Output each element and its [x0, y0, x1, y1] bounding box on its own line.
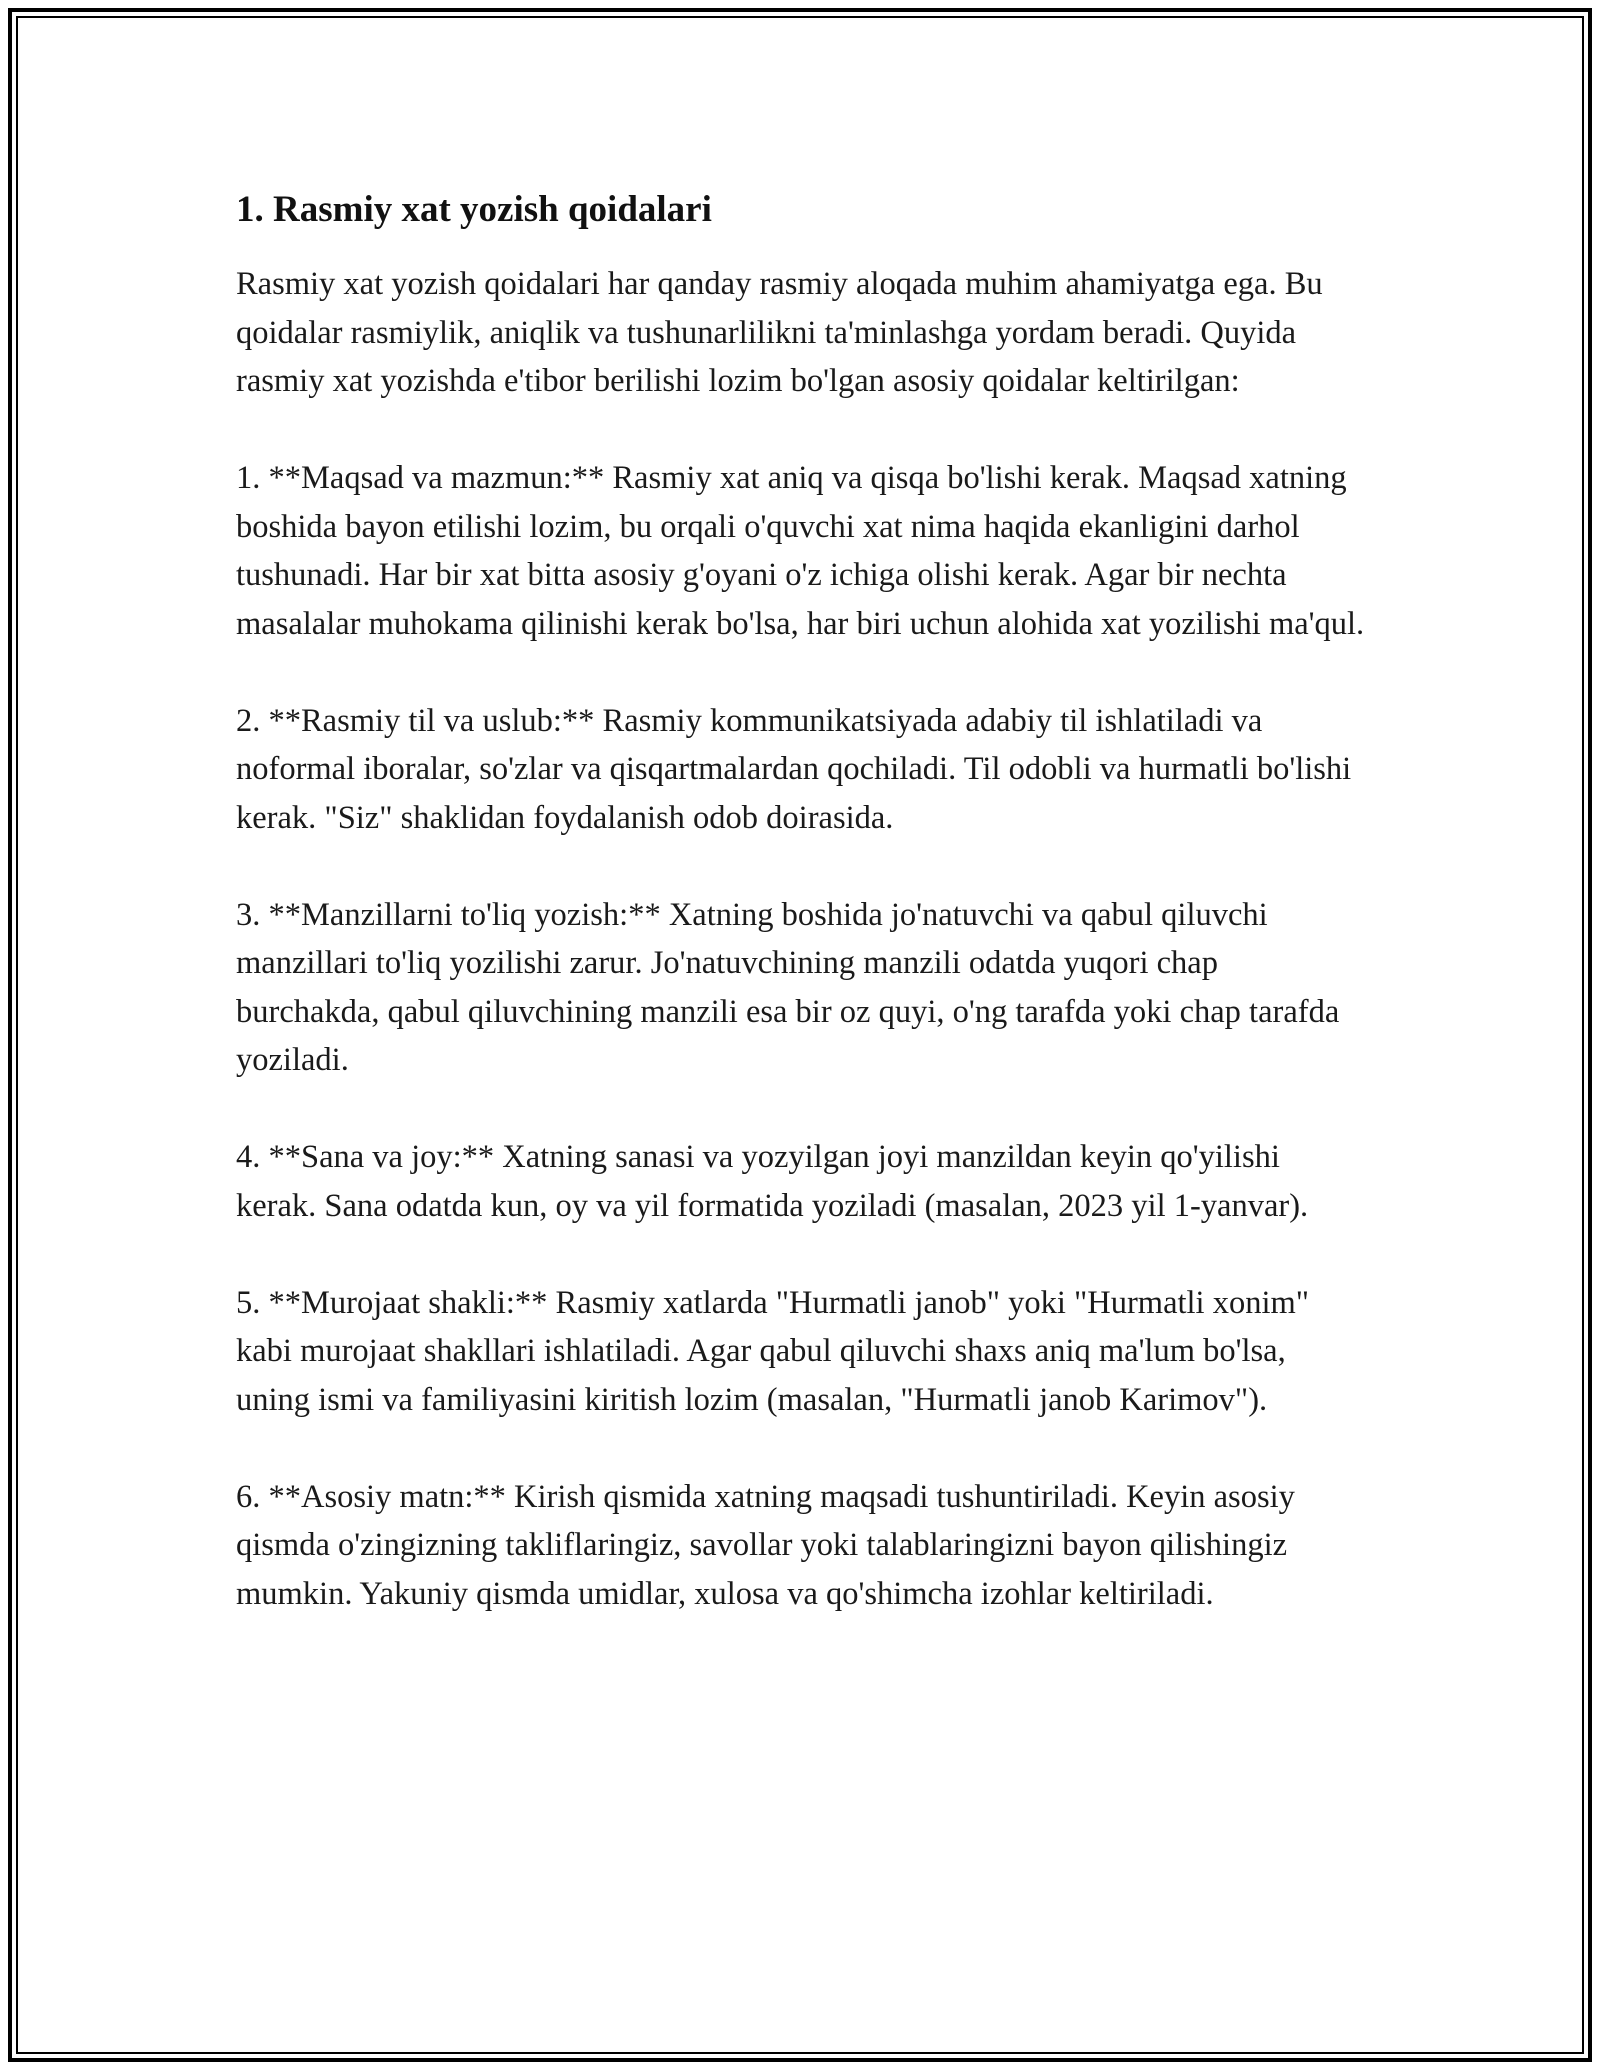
document-body [236, 186, 1366, 1618]
rule-paragraph-3: 3. **Manzillarni to'liq yozish:** Xatning boshida jo'natuvchi va qabul qiluvchi manzillari to'liq yozilishi zarur. Jo'natuvchining manzili odatda yuqori chap burchakda, qabul qiluvchining manzili esa bir oz quyi, o'ng tarafda yoki chap tarafda yoziladi. [236, 896, 1340, 1078]
rule-paragraph-5: 5. **Murojaat shakli:** Rasmiy xatlarda "Hurmatli janob" yoki "Hurmatli xonim" kabi murojaat shakllari ishlatiladi. Agar qabul qiluvchi shaxs aniq ma'lum bo'lsa, uning ismi va familiyasini kiritish lozim (masalan, "Hurmatli janob Karimov"). [236, 1284, 1310, 1418]
rule-paragraph-1: 1. **Maqsad va mazmun:** Rasmiy xat aniq va qisqa bo'lishi kerak. Maqsad xatning boshida bayon etilishi lozim, bu orqali o'quvchi xat nima haqida ekanligini darhol tushunadi. Har bir xat bitta asosiy g'oyani o'z ichiga olishi kerak. Agar bir nechta masalalar muhokama qilinishi kerak bo'lsa, har biri uchun alohida xat yozilishi ma'qul. [236, 460, 1365, 642]
document-title: 1. Rasmiy xat yozish qoidalari [236, 189, 712, 230]
rule-paragraph-2: 2. **Rasmiy til va uslub:** Rasmiy kommunikatsiyada adabiy til ishlatiladi va noformal iboralar, so'zlar va qisqartmalardan qochiladi. Til odobli va hurmatli bo'lishi kerak. "Siz" shaklidan foydalanish odob doirasida. [236, 702, 1352, 836]
rule-paragraph-6: 6. **Asosiy matn:** Kirish qismida xatning maqsadi tushuntiriladi. Keyin asosiy qismda o'zingizning takliflaringiz, savollar yoki talablaringizni bayon qilishingiz mumkin. Yakuniy qismda umidlar, xulosa va qo'shimcha izohlar keltiriladi. [236, 1478, 1295, 1612]
rule-paragraph-4: 4. **Sana va joy:** Xatning sanasi va yozyilgan joyi manzildan keyin qo'yilishi kerak. Sana odatda kun, oy va yil formatida yoziladi (masalan, 2023 yil 1-yanvar). [236, 1139, 1309, 1224]
intro-paragraph: Rasmiy xat yozish qoidalari har qanday rasmiy aloqada muhim ahamiyatga ega. Bu qoidalar rasmiylik, aniqlik va tushunarlilikni ta'minlashga yordam beradi. Quyida rasmiy xat yozishda e'tibor berilishi lozim bo'lgan asosiy qoidalar keltirilgan: [236, 266, 1323, 399]
